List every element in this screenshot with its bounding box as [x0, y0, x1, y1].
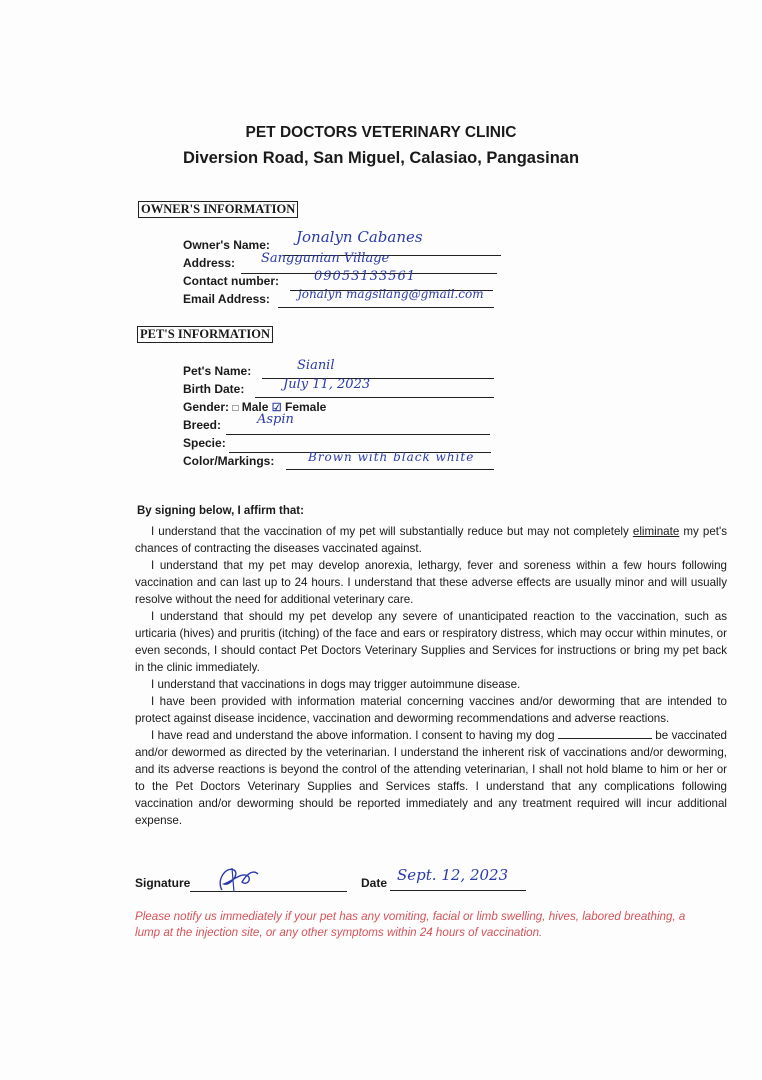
address-value: Sanggunian Village	[261, 251, 390, 266]
breed-label: Breed:	[183, 418, 222, 432]
signature-scribble	[212, 862, 262, 898]
affirmation-paragraph-5: I have been provided with information material concerning vaccines and/or deworming that are intended to protect against disease incidence, vaccination and deworming recommendations and adverse reactions.	[135, 695, 727, 725]
date-value: Sept. 12, 2023	[397, 866, 509, 884]
gender-label: Gender:	[183, 400, 230, 414]
contact-label: Contact number:	[183, 274, 279, 288]
color-markings-label: Color/Markings:	[183, 454, 275, 468]
affirmation-paragraph-3: I understand that should my pet develop any severe of unanticipated reaction to the vaccination, such as urticaria (hives) and pruritis (itching) of the face and ears or respiratory distress, which may occur within minutes, or even seconds, I should contact Pet Doctors Veterinary Supplies and Services for instructions or bring my pet back in the clinic immediately.	[135, 610, 727, 674]
pet-name-label: Pet's Name:	[183, 364, 252, 378]
owner-name-value: Jonalyn Cabanes	[296, 228, 423, 246]
clinic-address: Diversion Road, San Miguel, Calasiao, Pangasinan	[182, 149, 580, 167]
gender-female-label: Female	[285, 400, 327, 414]
p1-text-a: I understand that the vaccination of my pet will substantially reduce but may not completely	[151, 525, 633, 538]
owner-name-label: Owner's Name:	[183, 238, 270, 252]
dog-name-blank[interactable]	[558, 728, 652, 739]
color-markings-value: Brown with black white	[308, 450, 475, 464]
contact-value: 09053133561	[314, 269, 416, 284]
gender-male-checkbox[interactable]: □	[232, 403, 239, 414]
affirmation-paragraph-2: I understand that my pet may develop anorexia, lethargy, fever and soreness within a few hours following vaccination and can last up to 24 hours. I understand that these adverse effects are usually minor and will usually resolve without the need for additional veterinary care.	[135, 559, 727, 606]
affirmation-paragraph-6	[135, 727, 727, 829]
affirmation-body	[135, 523, 727, 829]
birth-date-label: Birth Date:	[183, 382, 245, 396]
affirmation-paragraph-4: I understand that vaccinations in dogs may trigger autoimmune disease.	[151, 678, 521, 691]
specie-label: Specie:	[183, 436, 226, 450]
email-value: jonalyn magsilang@gmail.com	[298, 287, 484, 301]
affirmation-paragraph-1	[135, 523, 727, 557]
pet-name-value: Sianil	[297, 358, 335, 373]
clinic-name: PET DOCTORS VETERINARY CLINIC	[245, 124, 517, 141]
breed-value: Aspin	[257, 412, 294, 427]
p6-text-b: be vaccinated and/or dewormed as directed by the veterinarian. I understand the inherent risk of vaccinations and/or deworming, and its adverse reactions is beyond the control of the attending veterinarian, I shall not hold blame to him or her or to the Pet Doctors Veterinary Supplies and Services staffs. I understand that any complications following vaccination and/or deworming should be reported immediately and any treatment required will incur additional expense.	[135, 729, 727, 827]
pet-section-heading: PET'S INFORMATION	[137, 326, 273, 343]
p1-text-underlined: eliminate	[632, 525, 680, 538]
gender-row	[183, 400, 326, 414]
gender-male-label: Male	[241, 400, 269, 414]
notification-note: Please notify us immediately if your pet has any vomiting, facial or limb swelling, hives, labored breathing, a lump at the injection site, or any other symptoms within 24 hours of vaccination.	[135, 910, 686, 939]
gender-female-checkbox[interactable]: ☑	[271, 402, 282, 414]
p6-text-a: I have read and understand the above information. I consent to having my dog	[151, 729, 558, 742]
address-label: Address:	[183, 256, 236, 270]
owner-section-heading: OWNER'S INFORMATION	[138, 201, 298, 218]
birth-date-value: July 11, 2023	[283, 377, 371, 392]
date-label: Date	[361, 876, 388, 890]
affirmation-heading: By signing below, I affirm that:	[137, 505, 304, 517]
signature-label: Signature	[135, 876, 191, 890]
email-label: Email Address:	[183, 292, 270, 306]
p1-text-c: my pet's chances of contracting the diseases vaccinated against.	[135, 525, 728, 555]
